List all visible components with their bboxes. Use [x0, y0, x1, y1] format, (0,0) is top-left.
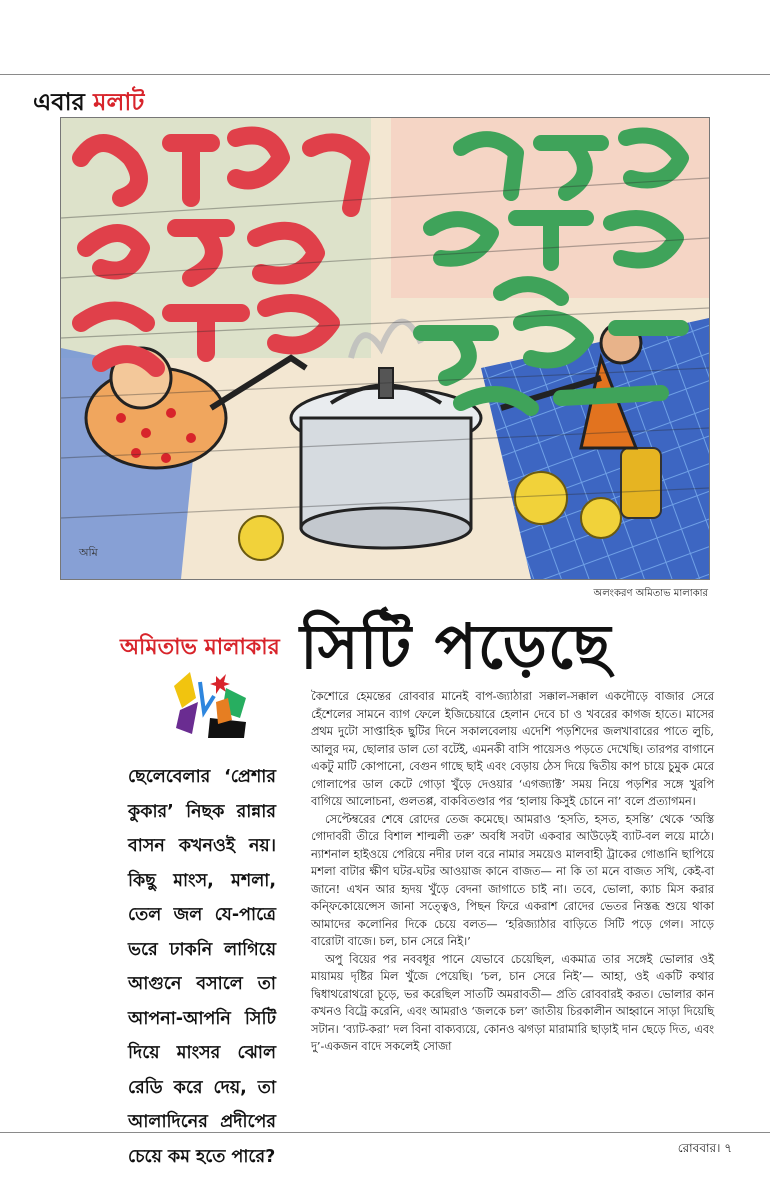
headline: সিটি পড়েছে	[300, 610, 612, 683]
pull-quote: ছেলেবেলার ‘প্রেশার কুকার’ নিছক রান্নার বাসন কখনওই নয়। কিছু মাংস, মশলা, তেল জল যে-পাত্রে ভরে ঢাকনি লাগিয়ে আগুনে বসালে তা আপনা-আপনি সিটি দিয়ে মাংসর ঝোল রেডি করে দেয়, তা আলাদিনের প্রদীপের চেয়ে কম হতে পারে?	[128, 767, 276, 1167]
top-rule	[0, 74, 770, 75]
author-name: অমিতাভ মালাকার	[120, 635, 280, 660]
article-body	[311, 688, 714, 1056]
illustration-caption: অলংকরণ অমিতাভ মালাকার	[593, 588, 708, 599]
section-label-accent: মলাট	[93, 88, 145, 116]
bottom-rule	[0, 1132, 770, 1133]
article-paragraph: কৈশোরে হেমন্তের রোববার মানেই বাপ-জ্যাঠারা সক্কাল-সক্কাল একদৌড়ে বাজার সেরে হেঁশেলের সামনে ব্যাগ ফেলে ইজিচেয়ারে হেলান দেবে চা ও খবরের কাগজ হাতে। মাসের প্রথম দুটো সাপ্তাহিক ছুটির দিনে সকালবেলায় এদেশি পড়শিদের জলখাবারের পাতে লুচি, আলুর দম, ছোলার ডাল তো বটেই, এমনকী বাসি পায়েসও পড়তে দেখেছি। তারপর বাগানে একটু মাটি কোপানো, বেগুন গাছে ছাই এবং বেড়ায় ঠেস দিয়ে দ্বিতীয় কাপ চায়ে চুমুক মেরে গোলাপের ডাল কেটে গোড়া খুঁড়ে দেওয়ার ‘এগজ্যাক্ট’ সময় নিয়ে পড়শির সঙ্গে খুরপি বাগিয়ে আলোচনা, গুলতপ্প, বাকবিতণ্ডার পর ‘হালায় কিসুই চোনে না’ বলে প্রত্যাগমন।	[311, 690, 714, 808]
svg-text:অমি: অমি	[79, 546, 98, 559]
article-paragraph: সেপ্টেম্বরের শেষে রোদের তেজ কমেছে। আমরাও ‘হসতি, হসত, হসন্তি’ থেকে ‘অস্তি গোদাবরী তীরে বিশাল শাল্মলী তরু’ অবধি সবটা একবার আউড়েই ব্যাট-বল লয়ে মাঠে। ন্যাশনাল হাইওয়ে পেরিয়ে নদীর ঢাল বরে নামার সময়েও মালবাহী ট্রাকের গোঙানি ছাপিয়ে মশলা বাটার ক্ষীণ ঘটর-ঘটর আওয়াজ কানে বাজত— না কি তা মনে বাজত সখি, কেই-বা জানে! এখন আর হৃদয় খুঁড়ে বেদনা জাগাতে চাই না। তবে, ভোলা, ক্যাচ মিস করার কন্ফিকোয়েন্সেস জানা সত্ত্বেও, পিছন ফিরে একরাশ রোদের ভেতর নিস্তব্ধ শুয়ে থাকা আমাদের কলোনির দিকে চেয়ে বলত— ‘হরিজ্যাঠার বাড়িতে সিটি পড়ে গেল। সাড়ে বারোটা বাজে। চল, চান সেরে নিই।’	[311, 812, 714, 948]
article-paragraph: অপু বিয়ের পর নববধূর পানে যেভাবে চেয়েছিল, একমাত্র তার সঙ্গেই ভোলার ওই মায়াময় দৃষ্টির মিল খুঁজে পেয়েছি। ‘চল, চান সেরে নিই’— আহা, ওই একটি কথার দ্বিধাথরোথরো চূড়ে, ভর করেছিল সাতটি অমরাবতী— প্রতি রোববারই করত। ভোলার কান কখনও বিট্রে করেনি, এবং আমরাও ‘জলকে চল’ জাতীয় চিরকালীন আহ্বানে সাড়া দিয়েছি সটান। ‘ব্যাট-করা’ দল বিনা বাক্যব্যয়ে, কোনও ঝগড়া মারামারি ছাড়াই দান ছেড়ে দিত, এবং দু’-একজন বাদে সকলেই সোজা	[311, 952, 714, 1053]
section-label-prefix: এবার	[33, 88, 85, 116]
cover-illustration	[60, 117, 710, 580]
column-logo-icon	[170, 668, 250, 740]
page-folio: রোববার। ৭	[677, 1141, 732, 1155]
